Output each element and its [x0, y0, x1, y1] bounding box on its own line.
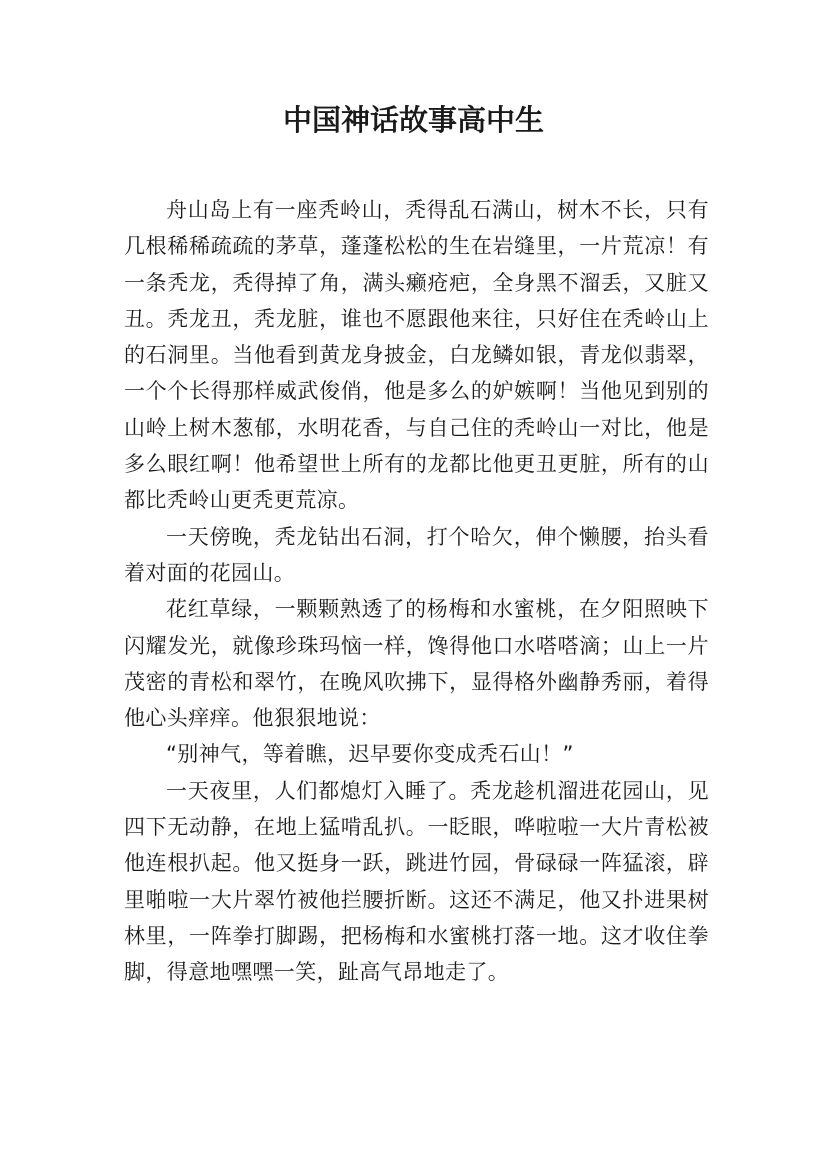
document-title: 中国神话故事高中生: [282, 103, 544, 137]
document-body: [124, 192, 709, 991]
paragraph: 舟山岛上有一座秃岭山，秃得乱石满山，树木不长，只有几根稀稀疏疏的茅草，蓬蓬松松的生在岩缝里，一片荒凉！有一条秃龙，秃得掉了角，满头癞疮疤，全身黑不溜丢，又脏又丑。秃龙丑，秃龙脏，谁也不愿跟他来往，只好住在秃岭山上的石洞里。当他看到黄龙身披金，白龙鳞如银，青龙似翡翠，一个个长得那样威武俊俏，他是多么的妒嫉啊！当他见到别的山岭上树木葱郁，水明花香，与自己住的秃岭山一对比，他是多么眼红啊！他希望世上所有的龙都比他更丑更脏，所有的山都比秃岭山更秃更荒凉。: [124, 198, 709, 513]
paragraph: 一天夜里，人们都熄灯入睡了。秃龙趁机溜进花园山，见四下无动静，在地上猛啃乱扒。一眨眼，哗啦啦一大片青松被他连根扒起。他又挺身一跃，跳进竹园，骨碌碌一阵猛滚，辟里啪啦一大片翠竹被他拦腰折断。这还不满足，他又扑进果树林里，一阵拳打脚踢，把杨梅和水蜜桃打落一地。这才收住拳脚，得意地嘿嘿一笑，趾高气昂地走了。: [124, 778, 709, 985]
paragraph: 一天傍晚，秃龙钻出石洞，打个哈欠，伸个懒腰，抬头看着对面的花园山。: [124, 524, 709, 585]
paragraph: 花红草绿，一颗颗熟透了的杨梅和水蜜桃，在夕阳照映下闪耀发光，就像珍珠玛恼一样，馋得他口水嗒嗒滴；山上一片茂密的青松和翠竹，在晚风吹拂下，显得格外幽静秀丽，着得他心头痒痒。他狠狠地说：: [124, 597, 709, 731]
quote-paragraph: “别神气，等着瞧，迟早要你变成秃石山！”: [166, 742, 574, 767]
